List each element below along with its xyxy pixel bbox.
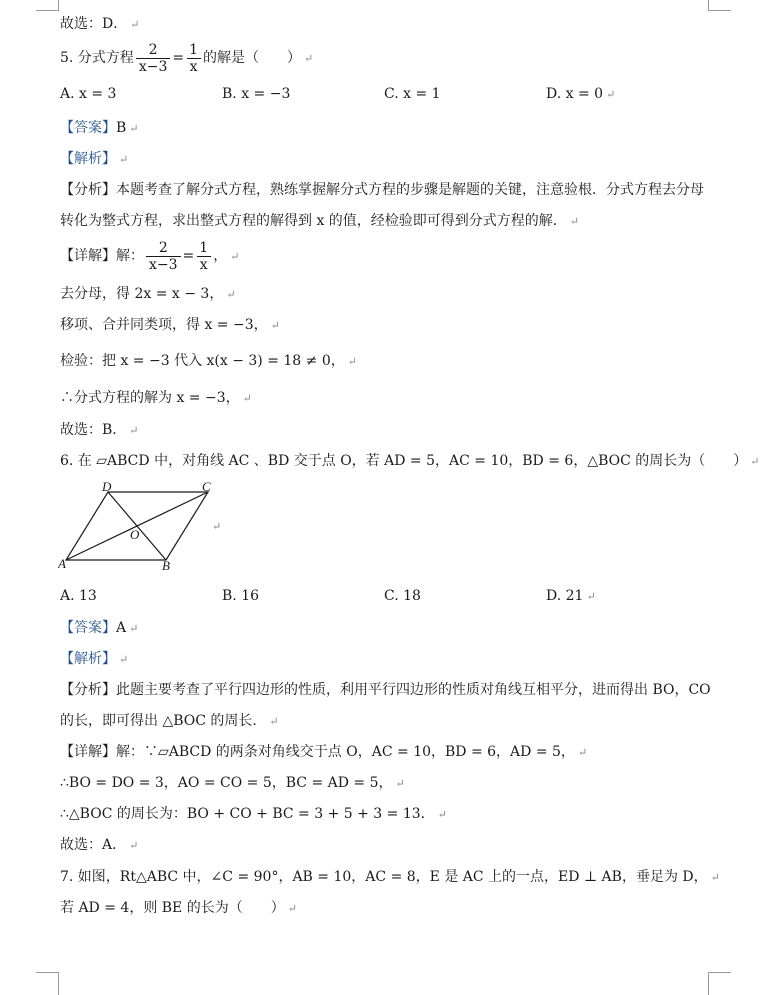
vertex-label-b: B [162, 558, 170, 573]
q6-option-a: A. 13 [60, 588, 97, 604]
q5-step-1: 去分母，得 2x = x − 3， ↵ [60, 286, 236, 302]
q6-detail-line: 【详解】解：∵▱ABCD 的两条对角线交于点 O，AC = 10，BD = 6，AD = 5， ↵ [60, 744, 588, 760]
figure-return-mark: ↵ [212, 520, 222, 533]
q5-answer: 【答案】B ↵ [60, 120, 139, 136]
q6-step-1: ∴BO = DO = 3，AO = CO = 5，BC = AD = 5， ↵ [60, 775, 405, 791]
q5-detail-line: 【详解】解： $\frac{2}{x-3}$ = $\frac{1}{x}$ ， ↵ [60, 239, 240, 273]
q5-option-a: A. x = 3 [60, 86, 117, 102]
vertex-label-d: D [102, 482, 112, 494]
q6-choose: 故选：A． ↵ [60, 837, 139, 853]
q5-detail-frac-2: $\frac{1}{x}$ [196, 240, 211, 273]
q6-analysis-heading: 【解析】 ↵ [60, 651, 129, 667]
crop-mark-bottom-right [708, 972, 731, 995]
q5-option-d: D. x = 0 ↵ [546, 86, 616, 102]
q6-fenxi-line-2: 的长，即可得出 △BOC 的周长． ↵ [60, 713, 279, 729]
q5-step-2: 移项、合并同类项，得 x = −3， ↵ [60, 317, 280, 333]
crop-mark-top-left [36, 0, 59, 11]
q7-stem-line-2: 若 AD = 4，则 BE 的长为（ ） ↵ [60, 900, 297, 916]
q6-option-c: C. 18 [384, 588, 421, 604]
vertex-label-c: C [202, 482, 211, 494]
q5-detail-frac-1: $\frac{2}{x-3}$ [146, 240, 181, 273]
crop-mark-bottom-left [36, 972, 59, 995]
q6-fenxi-line-1: 【分析】此题主要考查了平行四边形的性质，利用平行四边形的性质对角线互相平分，进而得出 BO，CO [60, 682, 711, 698]
q5-step-3: 检验：把 x = −3 代入 x(x − 3) = 18 ≠ 0， ↵ [60, 353, 357, 369]
center-label-o: O [130, 527, 140, 542]
q5-frac-2: $\frac{1}{x}$ [186, 42, 201, 75]
crop-mark-top-right [708, 0, 731, 11]
q6-stem: 6. 在 ▱ABCD 中，对角线 AC 、BD 交于点 O，若 AD = 5，AC = 10，BD = 6，△BOC 的周长为（ ） ↵ [60, 453, 760, 469]
q5-choose: 故选：B． ↵ [60, 422, 139, 438]
q6-step-2: ∴△BOC 的周长为：BO + CO + BC = 3 + 5 + 3 = 13． ↵ [60, 806, 447, 822]
q5-step-4: ∴分式方程的解为 x = −3， ↵ [60, 390, 252, 406]
q5-option-c: C. x = 1 [384, 86, 441, 102]
q6-answer: 【答案】A ↵ [60, 620, 139, 636]
q5-stem: 5. 分式方程 $\frac{2}{x-3}$ = $\frac{1}{x}$ 的解是（ ） ↵ [60, 41, 314, 75]
vertex-label-a: A [58, 556, 66, 571]
prev-answer-line: 故选：D． ↵ [60, 16, 140, 32]
q7-stem-line-1: 7. 如图，Rt△ABC 中，∠C = 90°，AB = 10，AC = 8，E 是 AC 上的一点，ED ⊥ AB，垂足为 D， ↵ [60, 869, 720, 885]
q5-fenxi-line-2: 转化为整式方程，求出整式方程的解得到 x 的值，经检验即可得到分式方程的解． ↵ [60, 213, 580, 229]
diagonal-bd [108, 492, 166, 560]
q6-option-d: D. 21 ↵ [546, 588, 596, 604]
q6-option-b: B. 16 [222, 588, 260, 604]
q5-analysis-heading: 【解析】 ↵ [60, 151, 129, 167]
q5-frac-1: $\frac{2}{x-3}$ [136, 42, 171, 75]
q5-option-b: B. x = −3 [222, 86, 291, 102]
q5-fenxi-line-1: 【分析】本题考查了解分式方程，熟练掌握解分式方程的步骤是解题的关键，注意验根．分式方程去分母 [60, 182, 704, 198]
parallelogram-figure [58, 482, 218, 574]
